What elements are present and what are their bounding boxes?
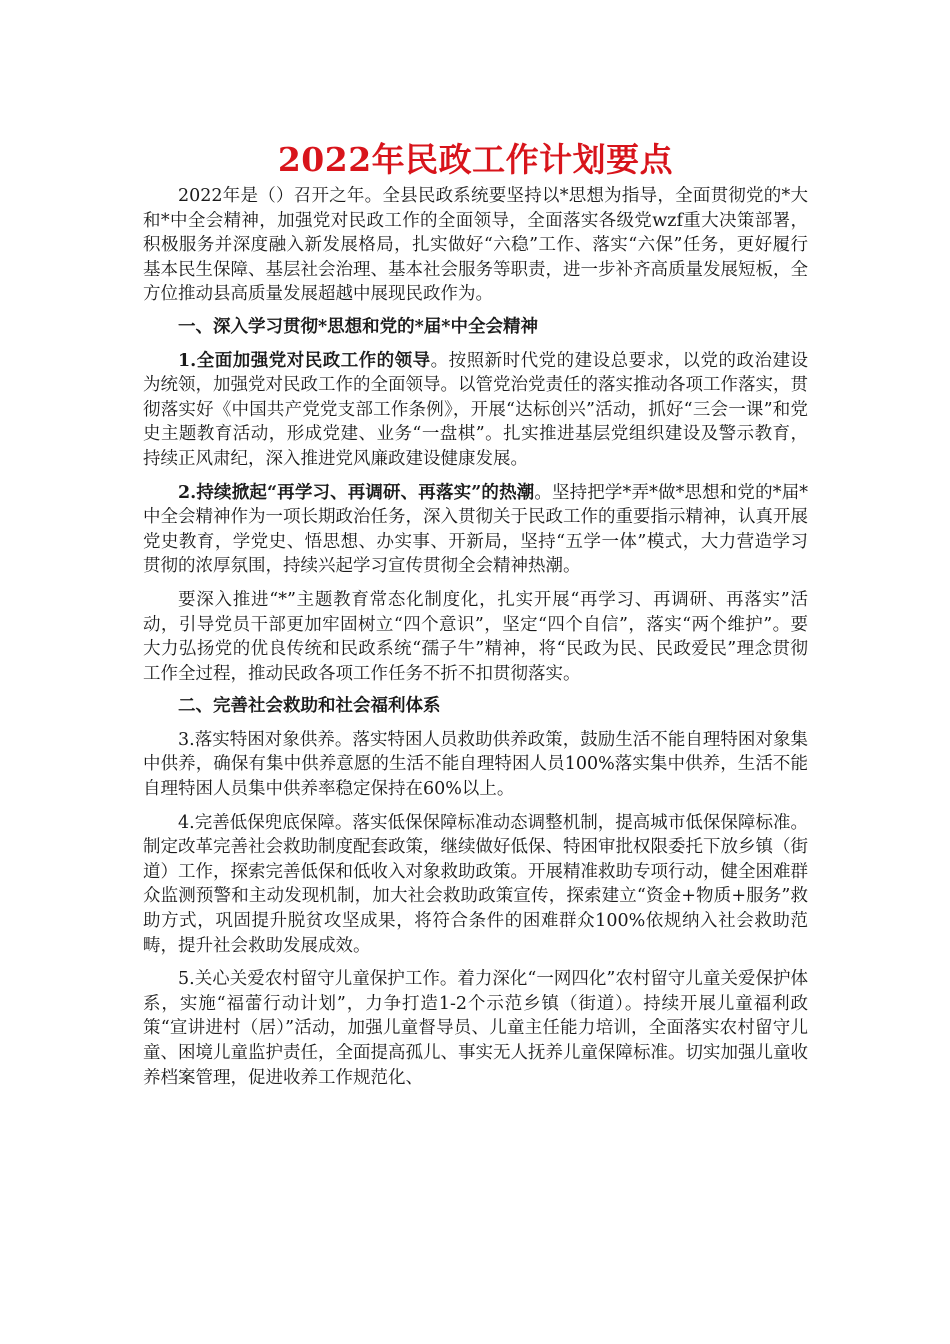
- section-1-closing-paragraph: 要深入推进“*”主题教育常态化制度化，扎实开展“再学习、再调研、再落实”活动，引导党员干部更加牢固树立“四个意识”，坚定“四个自信”，落实“两个维护”。要大力弘扬党的优良传统和民政系统“孺子牛”精神，将“民政为民、民政爱民”理念贯彻工作全过程，推动民政各项工作任务不折不扣贯彻落实。: [143, 589, 808, 684]
- item-5-paragraph: 5.关心关爱农村留守儿童保护工作。着力深化“一网四化”农村留守儿童关爱保护体系，实施“福蕾行动计划”，力争打造1-2个示范乡镇（街道）。持续开展儿童福利政策“宣讲进村（居）”活动，加强儿童督导员、儿童主任能力培训，全面落实农村留守儿童、困境儿童监护责任，全面提高孤儿、事实无人抚养儿童保障标准。切实加强儿童收养档案管理，促进收养工作规范化、: [143, 969, 808, 1088]
- section-1-heading: 一、深入学习贯彻*思想和党的*届*中全会精神: [178, 316, 538, 337]
- item-3-paragraph: 3.落实特困对象供养。落实特困人员救助供养政策，鼓励生活不能自理特困对象集中供养，确保有集中供养意愿的生活不能自理特困人员100%落实集中供养，生活不能自理特困人员集中供养率稳定保持在60%以上。: [143, 729, 808, 800]
- item-2-paragraph: [143, 481, 808, 579]
- item-1-paragraph: [143, 349, 808, 472]
- document-page: [143, 138, 808, 1090]
- section-2-heading: 二、完善社会救助和社会福利体系: [178, 696, 441, 717]
- item-1-lead: 1.全面加强党对民政工作的领导: [178, 350, 431, 371]
- document-title: 2022年民政工作计划要点: [277, 140, 674, 179]
- item-2-lead: 2.持续掀起“再学习、再调研、再落实”的热潮: [178, 482, 535, 503]
- item-4-paragraph: 4.完善低保兜底保障。落实低保保障标准动态调整机制，提高城市低保保障标准。制定改革完善社会救助制度配套政策，继续做好低保、特困审批权限委托下放乡镇（街道）工作，探索完善低保和低收入对象救助政策。开展精准救助专项行动，健全困难群众监测预警和主动发现机制，加大社会救助政策宣传，探索建立“资金+物质+服务”救助方式，巩固提升脱贫攻坚成果，将符合条件的困难群众100%依规纳入社会救助范畴，提升社会救助发展成效。: [143, 812, 808, 956]
- item-2-text: 。坚持把学*弄*做*思想和党的*届*中全会精神作为一项长期政治任务，深入贯彻关于民政工作的重要指示精神，认真开展党史教育，学党史、悟思想、办实事、开新局，坚持“五学一体”模式，大力营造学习贯彻的浓厚氛围，持续兴起学习宣传贯彻全会精神热潮。: [143, 482, 808, 577]
- item-1-text: 。按照新时代党的建设总要求，以党的政治建设为统领，加强党对民政工作的全面领导。以管党治党责任的落实推动各项工作落实，贯彻落实好《中国共产党党支部工作条例》，开展“达标创兴”活动，抓好“三会一课”和党史主题教育活动，形成党建、业务“一盘棋”。扎实推进基层党组织建设及警示教育，持续正风肃纪，深入推进党风廉政建设健康发展。: [143, 350, 808, 469]
- intro-paragraph: 2022年是（）召开之年。全县民政系统要坚持以*思想为指导，全面贯彻党的*大和*中全会精神，加强党对民政工作的全面领导，全面落实各级党wzf重大决策部署，积极服务并深度融入新发展格局，扎实做好“六稳”工作、落实“六保”任务，更好履行基本民生保障、基层社会治理、基本社会服务等职责，进一步补齐高质量发展短板，全方位推动县高质量发展超越中展现民政作为。: [143, 186, 808, 305]
